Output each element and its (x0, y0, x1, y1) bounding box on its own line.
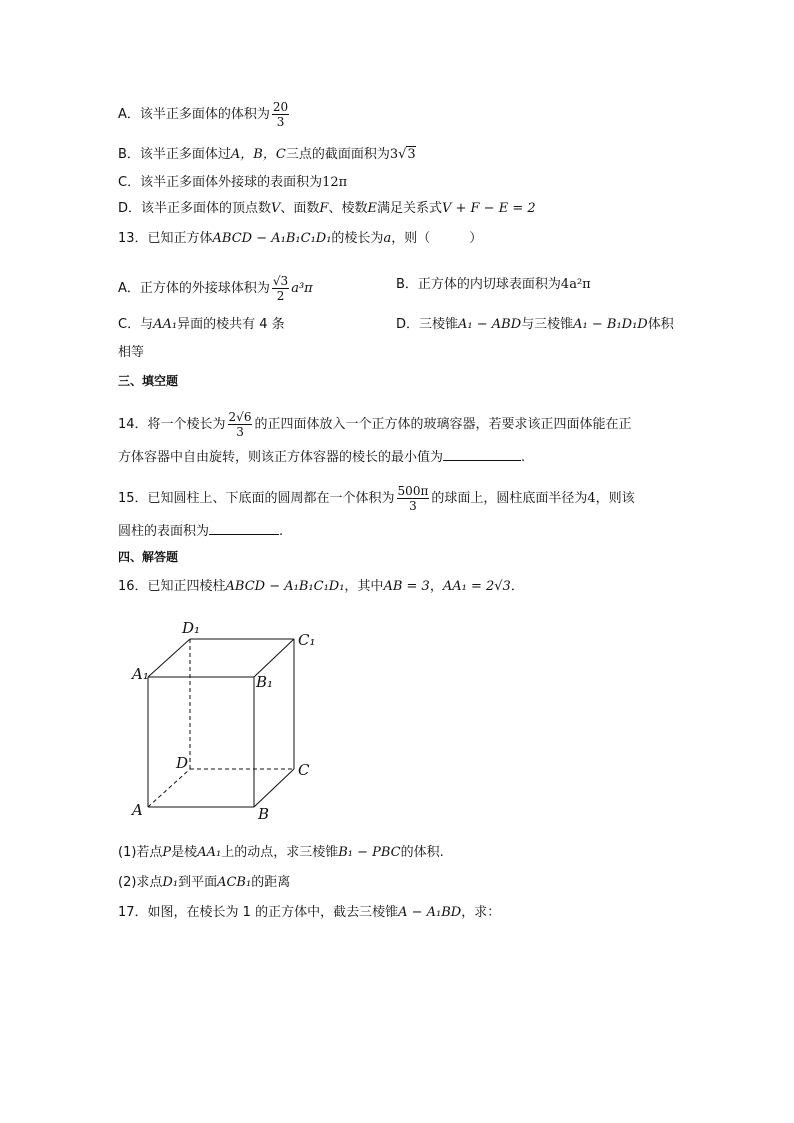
q12-b-mid: 三点的截面面积为 (285, 147, 390, 162)
q13-option-b (396, 276, 591, 294)
q13-d-t1: A₁ − ABD (458, 317, 522, 332)
q16-p2-point: D₁ (162, 875, 179, 890)
q17-prefix: 17．如图，在棱长为 1 的正方体中，截去三棱锥 (118, 905, 399, 920)
q15-den: 3 (409, 499, 417, 513)
q16-p2-mid: 到平面 (178, 875, 218, 890)
q12-option-b (118, 146, 416, 164)
q13-c-edge: AA₁ (153, 317, 178, 332)
q16-prism-name: ABCD − A₁B₁C₁D₁ (225, 579, 345, 594)
q16-part1 (118, 844, 444, 862)
q16-part2 (118, 874, 290, 892)
q14-fraction (228, 410, 253, 439)
label-d1: D₁ (182, 619, 201, 637)
q15-answer-blank[interactable] (209, 522, 279, 535)
q15-end: . (279, 524, 284, 539)
q16-p1-prefix: (1)若点 (118, 845, 163, 860)
q12-a-text: A．该半正多面体的体积为 (118, 107, 270, 122)
q12-d-s1: 、面数 (280, 201, 320, 216)
q15-line2-text: 圆柱的表面积为 (118, 524, 210, 539)
q13-b-value: 4a²π (560, 277, 591, 292)
q17-tetra: A − A₁BD (398, 905, 462, 920)
q12-b-rad: 3 (407, 147, 416, 162)
q14-prefix: 14．将一个棱长为 (118, 417, 226, 432)
q15-num: 500π (397, 484, 429, 498)
q12-option-a (118, 100, 291, 129)
q13-option-d-wrap: 相等 (118, 345, 145, 360)
edge-ad-hidden (148, 769, 190, 807)
q16-mid: ，其中 (344, 579, 384, 594)
q13-a-tail: a³π (291, 281, 313, 296)
q14-num: 2√6 (228, 410, 252, 424)
q16-p1-tail: 的体积. (400, 845, 444, 860)
q16-ab: AB = 3 (383, 579, 430, 594)
q14-line2 (118, 448, 525, 467)
prism-figure (128, 615, 348, 825)
q12-d-f: F (319, 201, 329, 216)
q13-b-text: B．正方体的内切球表面积为 (396, 277, 561, 292)
q14-mid: 的正四面体放入一个正方体的玻璃容器，若要求该正四面体能在正 (254, 417, 632, 432)
q14-end: . (521, 450, 526, 465)
q13-option-d (396, 316, 674, 334)
q13-option-a (118, 274, 313, 303)
q12-d-text: D．该半正多面体的顶点数 (118, 201, 272, 216)
section-fill-in: 三、填空题 (118, 374, 179, 388)
q12-b-sqrt: √3 (398, 147, 416, 162)
q12-option-d (118, 200, 536, 218)
q12-c-value: 12π (322, 175, 348, 190)
q17-tail: ，求： (461, 905, 501, 920)
q13-a-text: A．正方体的外接球体积为 (118, 281, 270, 296)
q16-p1-mid: 是棱 (171, 845, 198, 860)
q16-sep: ， (429, 579, 443, 594)
q13-end: ，则（ ） (391, 231, 483, 246)
edge-bc (254, 769, 294, 807)
label-d: D (176, 754, 189, 772)
label-a: A (132, 801, 143, 819)
q12-d-s3: 满足关系式 (376, 201, 442, 216)
q15-radius: 4 (587, 491, 596, 506)
q15-line1 (118, 484, 635, 513)
q16-p1-tetra: B₁ − PBC (338, 845, 401, 860)
label-b: B (258, 805, 270, 823)
q12-a-num: 20 (272, 100, 289, 114)
q13-d-tail: 体积 (647, 317, 674, 332)
q14-den: 3 (236, 425, 244, 439)
q13-a-den: 2 (276, 289, 285, 303)
edge-b1c1 (254, 639, 294, 677)
q12-option-c (118, 174, 347, 192)
q12-c-text: C．该半正多面体外接球的表面积为 (118, 175, 323, 190)
label-a1: A₁ (132, 665, 149, 683)
q14-line2-text: 方体容器中自由旋转，则该正方体容器的棱长的最小值为 (118, 450, 444, 465)
label-c: C (298, 761, 310, 779)
q12-b-coef: 3 (389, 147, 399, 162)
q13-cube-name: ABCD − A₁B₁C₁D₁ (212, 231, 332, 246)
q12-d-e: E (367, 201, 377, 216)
q16-p2-prefix: (2)求点 (118, 875, 163, 890)
q12-b-points: A，B，C (230, 147, 286, 162)
q15-line2 (118, 522, 283, 541)
q12-a-den: 3 (276, 115, 285, 129)
q16-p1-edge: AA₁ (197, 845, 222, 860)
label-c1: C₁ (298, 631, 316, 649)
q12-d-s2: 、棱数 (328, 201, 368, 216)
q13-option-c (118, 316, 285, 334)
q15-prefix: 15．已知圆柱上、下底面的圆周都在一个体积为 (118, 491, 395, 506)
q17-stem (118, 904, 500, 922)
q14-line1 (118, 410, 631, 439)
section-answer: 四、解答题 (118, 550, 179, 564)
q13-d-mid: 与三棱锥 (521, 317, 574, 332)
q13-d-text: D．三棱锥 (396, 317, 459, 332)
q12-d-formula: V + F − E = 2 (441, 201, 536, 216)
q13-c-tail: 异面的棱共有 4 条 (177, 317, 285, 332)
q13-stem (118, 230, 482, 248)
q12-a-fraction (272, 100, 289, 129)
q13-a-fraction (272, 274, 289, 303)
q16-stem (118, 578, 524, 596)
q15-fraction (397, 484, 430, 513)
q12-b-text: B．该半正多面体过 (118, 147, 231, 162)
q16-p1-mid2: 上的动点，求三棱锥 (221, 845, 339, 860)
q12-d-v: V (271, 201, 281, 216)
q16-p1-p: P (162, 845, 172, 860)
q13-c-text: C．与 (118, 317, 154, 332)
q16-end: ． (510, 579, 524, 594)
q13-d-t2: A₁ − B₁D₁D (573, 317, 648, 332)
q14-answer-blank[interactable] (443, 448, 521, 461)
q16-prefix: 16．已知正四棱柱 (118, 579, 226, 594)
q13-a-num: √3 (272, 274, 289, 288)
q16-aa: AA₁ = 2√3 (442, 579, 511, 594)
edge-a1d1 (148, 639, 190, 677)
q13-mid: 的棱长为 (331, 231, 384, 246)
q16-p2-tail: 的距离 (251, 875, 291, 890)
q13-prefix: 13．已知正方体 (118, 231, 213, 246)
q15-mid: 的球面上，圆柱底面半径为 (431, 491, 588, 506)
label-b1: B₁ (256, 673, 274, 691)
q16-p2-plane: ACB₁ (217, 875, 252, 890)
q13-a: a (383, 231, 392, 246)
q15-tail: ，则该 (595, 491, 635, 506)
